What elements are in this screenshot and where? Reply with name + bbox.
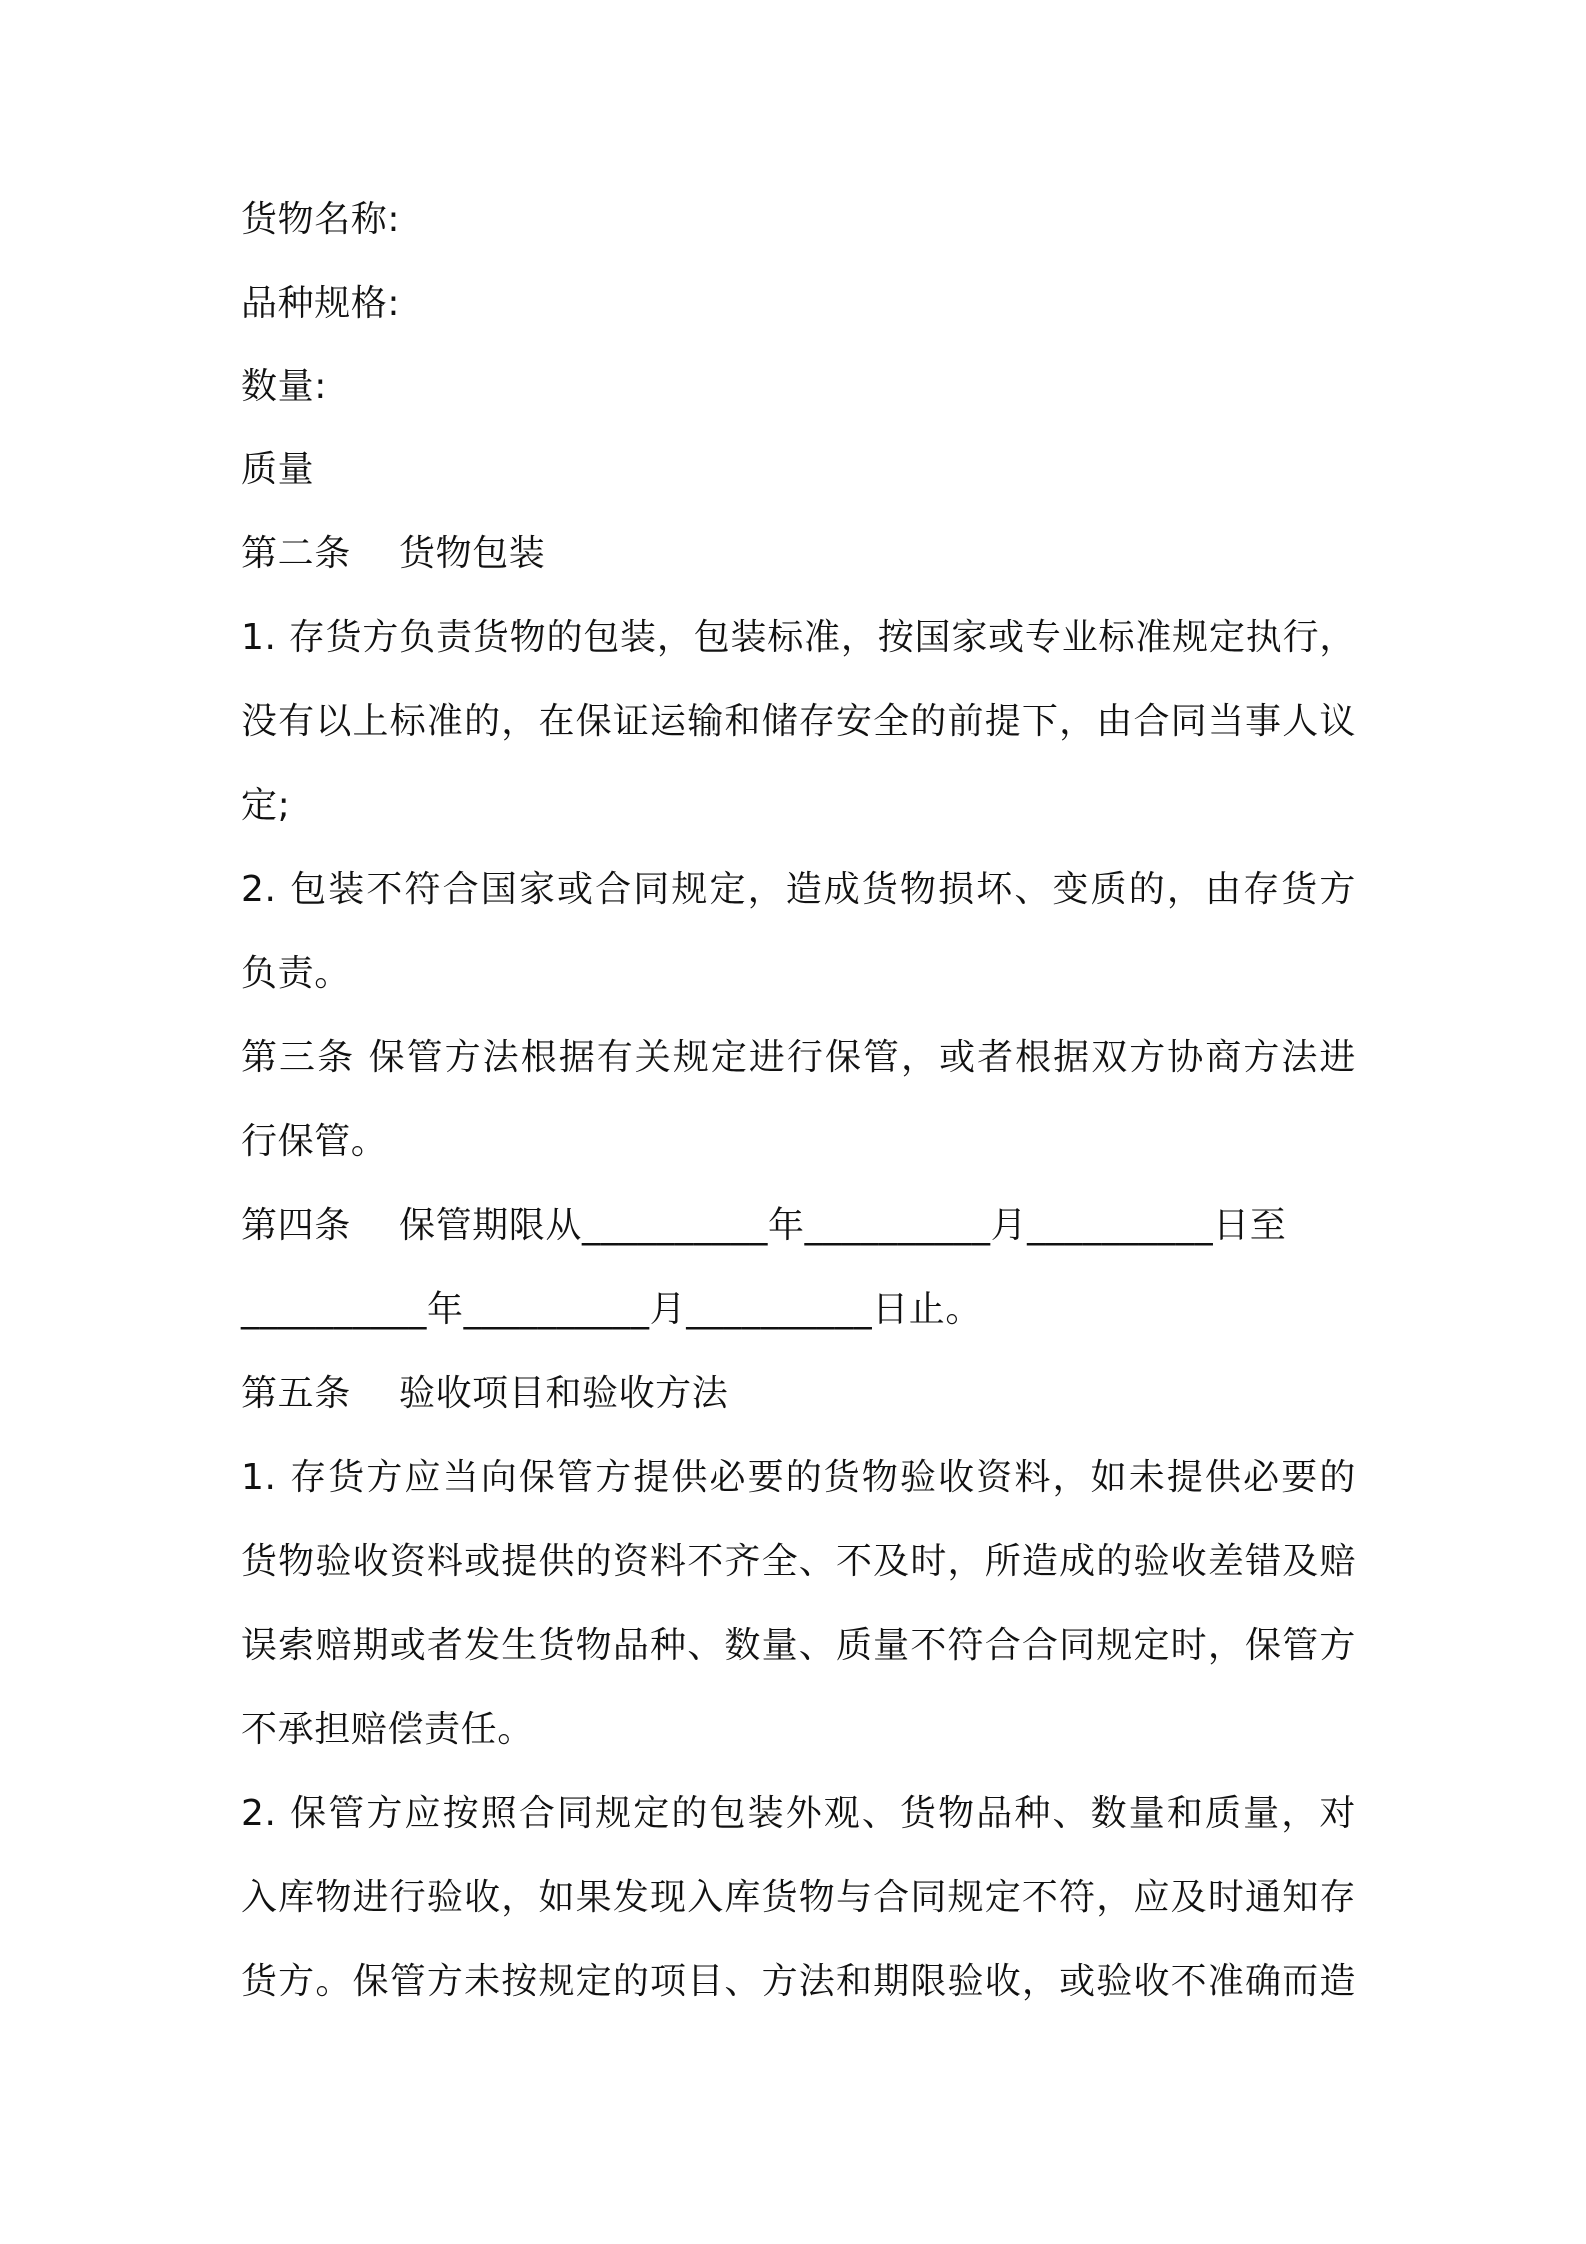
article-5-item-1-line-1: 1. 存货方应当向保管方提供必要的货物验收资料，如未提供必要的 — [241, 1457, 1356, 1498]
article-5-item-2-line-3: 货方。保管方未按规定的项目、方法和期限验收，或验收不准确而造 — [241, 1961, 1356, 2002]
article-5-item-1-line-4: 不承担赔偿责任。 — [241, 1709, 534, 1750]
article-5-item-1-line-2: 货物验收资料或提供的资料不齐全、不及时，所造成的验收差错及赔 — [241, 1541, 1356, 1582]
line-variety-spec: 品种规格: — [241, 283, 401, 324]
article-2-item-1-line-3: 定; — [241, 785, 291, 826]
article-2-item-1-line-1: 1. 存货方负责货物的包装，包装标准，按国家或专业标准规定执行， — [241, 617, 1356, 658]
line-cargo-name: 货物名称: — [241, 199, 401, 240]
article-3-line-1: 第三条 保管方法根据有关规定进行保管，或者根据双方协商方法进 — [241, 1037, 1356, 1078]
article-2-heading: 第二条 货物包装 — [241, 533, 546, 574]
article-4-line-1: 第四条 保管期限从__________年__________月__________日至 — [241, 1205, 1287, 1246]
article-5-item-2-line-1: 2. 保管方应按照合同规定的包装外观、货物品种、数量和质量，对 — [241, 1793, 1356, 1834]
line-quantity: 数量: — [241, 366, 327, 407]
article-5-heading: 第五条 验收项目和验收方法 — [241, 1373, 729, 1414]
line-quality: 质量 — [241, 449, 315, 490]
article-5-item-1-line-3: 误索赔期或者发生货物品种、数量、质量不符合合同规定时，保管方 — [241, 1625, 1356, 1666]
article-2-item-2-line-1: 2. 包装不符合国家或合同规定，造成货物损坏、变质的，由存货方 — [241, 869, 1356, 910]
article-4-line-2: __________年__________月__________日止。 — [241, 1289, 982, 1330]
article-2-item-1-line-2: 没有以上标准的，在保证运输和储存安全的前提下，由合同当事人议 — [241, 701, 1356, 742]
article-5-item-2-line-2: 入库物进行验收，如果发现入库货物与合同规定不符，应及时通知存 — [241, 1877, 1356, 1918]
article-2-item-2-line-2: 负责。 — [241, 953, 351, 994]
article-3-line-2: 行保管。 — [241, 1121, 388, 1162]
